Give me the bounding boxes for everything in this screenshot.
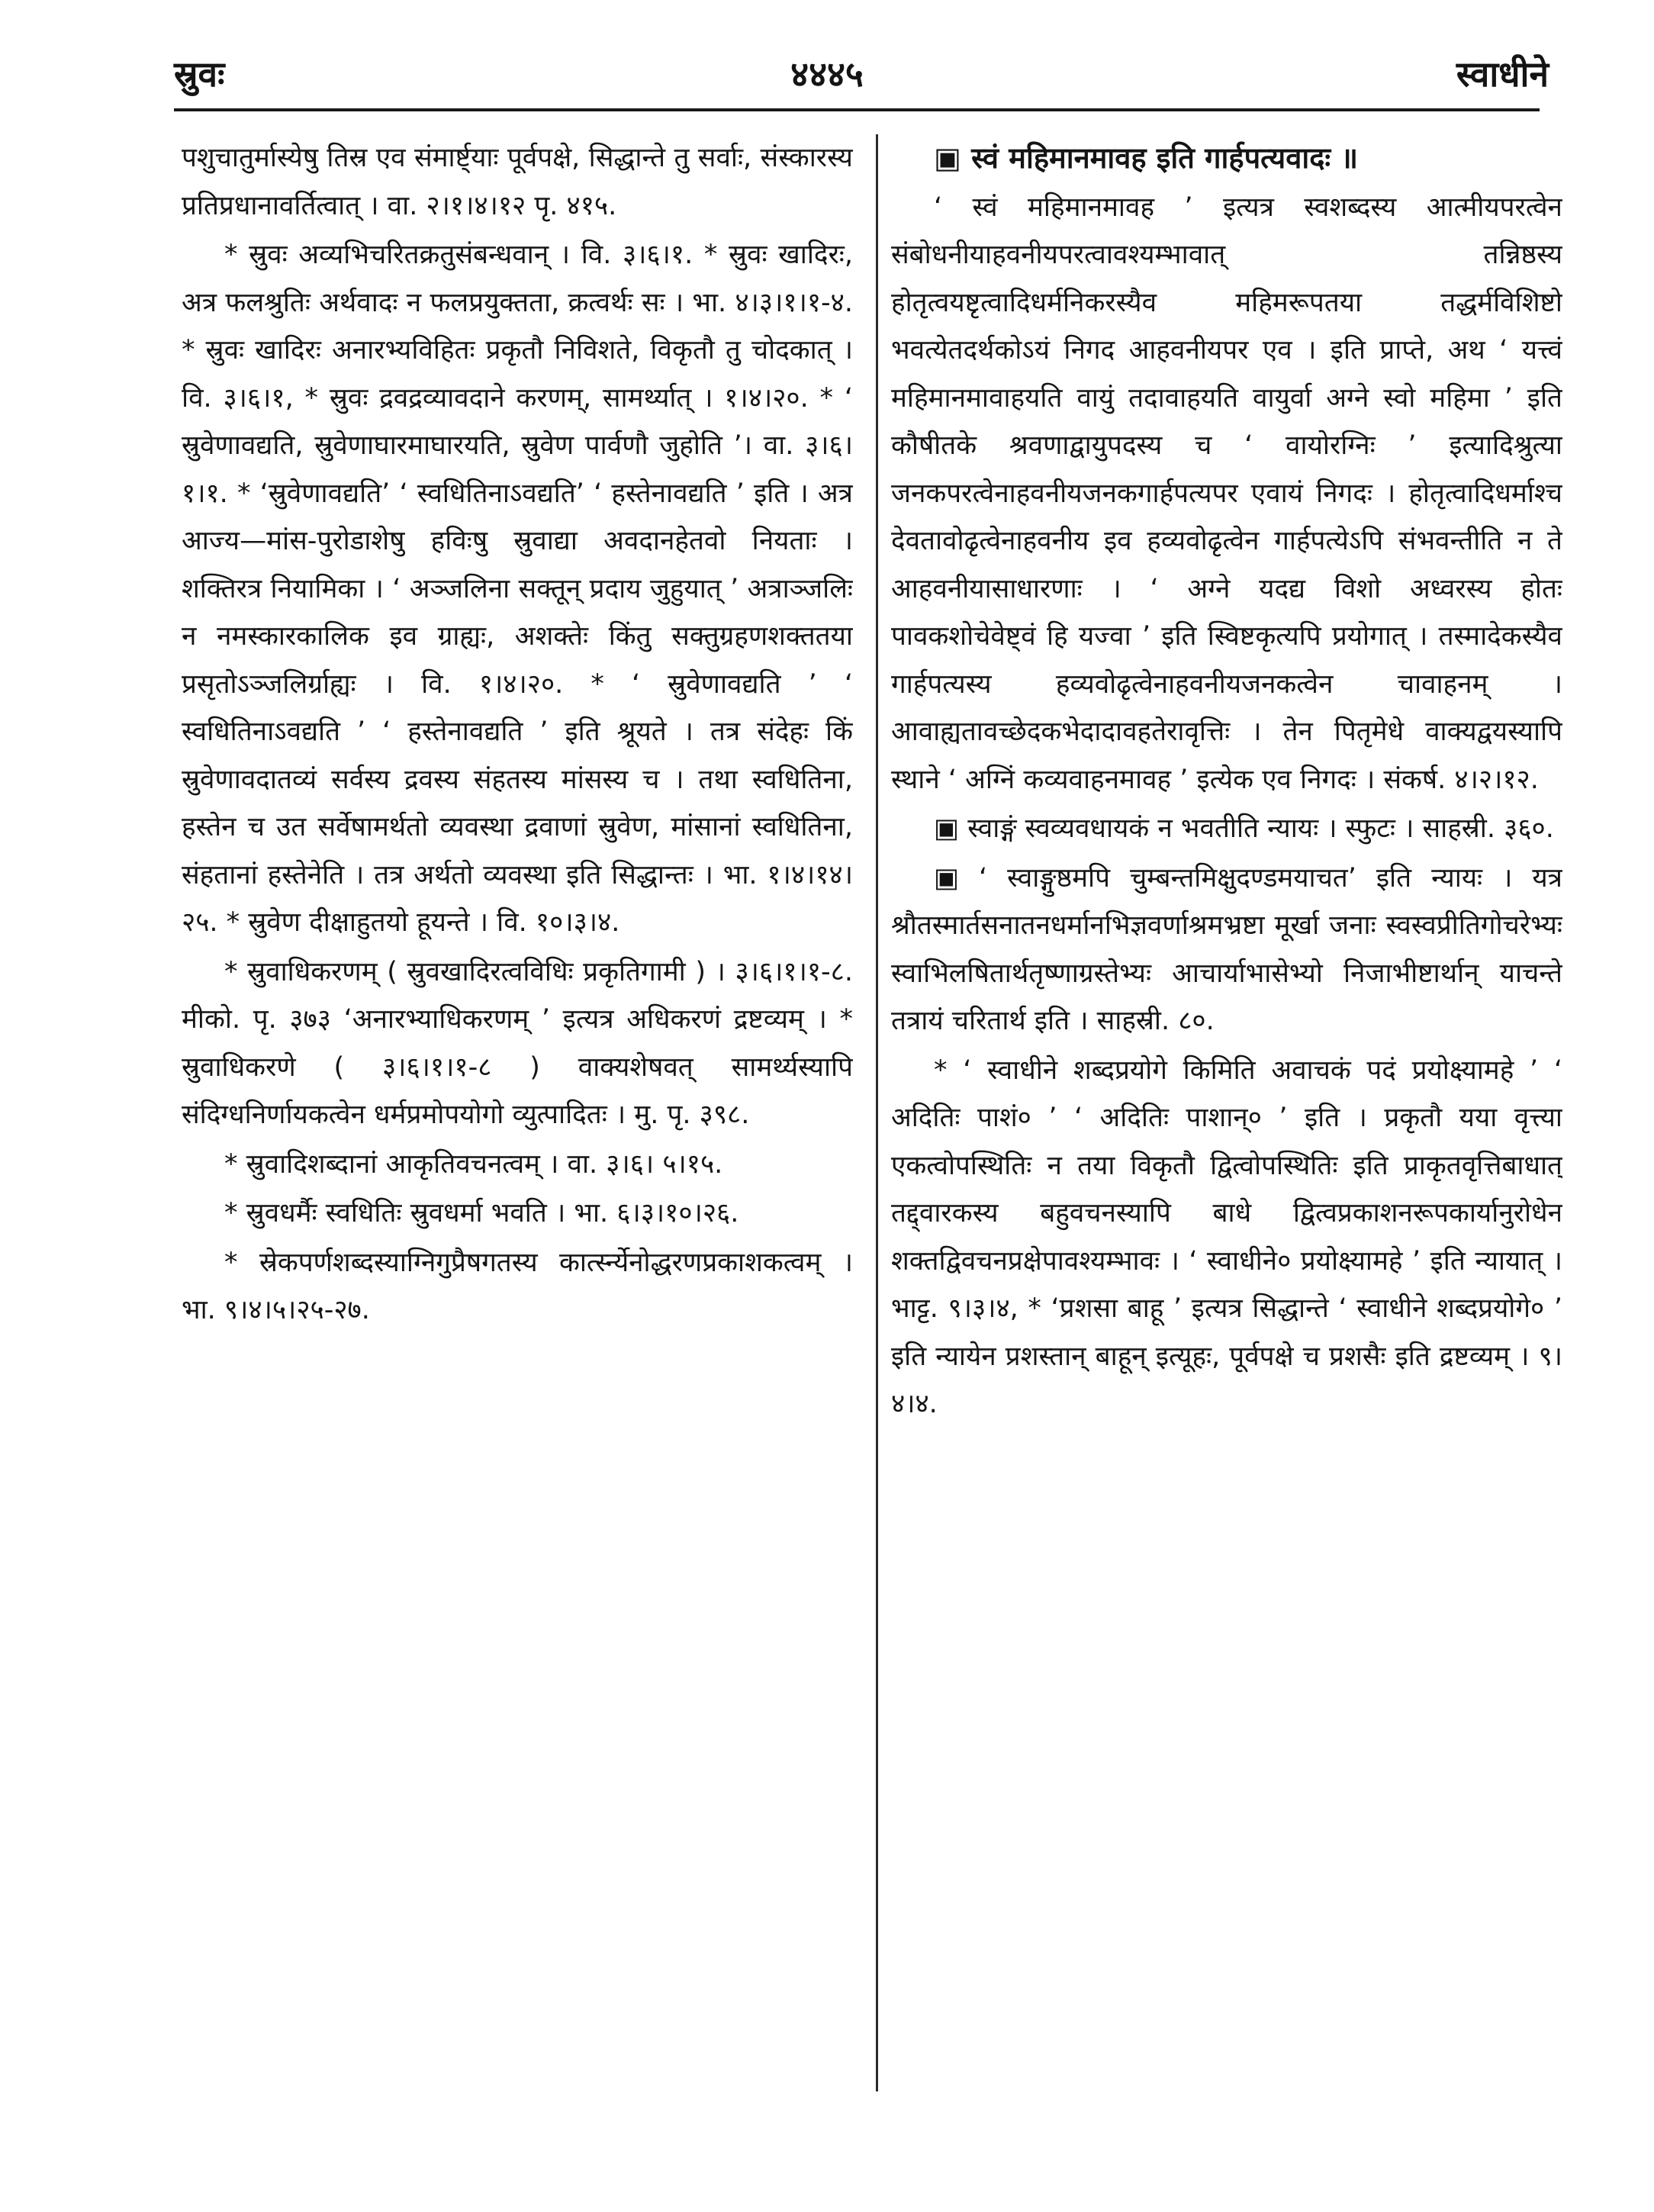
column-divider: [876, 134, 878, 2091]
entry-paragraph: * ‘ स्वाधीने शब्दप्रयोगे किमिति अवाचकं पदं प्रयोक्ष्यामहे ’ ‘ अदितिः पाशं० ’ ‘ अदितिः पाशान्० ’ इति । प्रकृतौ यया वृत्त्या एकत्वोपस्थितिः न तया विकृतौ द्वित्वोपस्थितिः इति प्राकृतवृत्तिबाधात् तद्द्वारकस्य बहुवचनस्यापि बाधे द्वित्वप्रकाशनरूपकार्यानुरोधेन शक्तद्विवचनप्रक्षेपावश्यम्भावः । ‘ स्वाधीने० प्रयोक्ष्यामहे ’ इति न्यायात् । भाट्ट. ९।३।४, * ‘प्रशसा बाहू ’ इत्यत्र सिद्धान्ते ‘ स्वाधीने शब्दप्रयोगे० ’ इति न्यायेन प्रशस्तान् बाहून् इत्यूहः, पूर्वपक्षे च प्रशसैः इति द्रष्टव्यम् । ९।४।४.: [891, 1054, 1562, 1419]
left-column: [182, 134, 853, 2088]
entry-paragraph: ‘ स्वं महिमानमावह ’ इत्यत्र स्वशब्दस्य आत्मीयपरत्वेन संबोधनीयाहवनीयपरत्वावश्यम्भावात् तन्निष्ठस्य होतृत्वयष्टृत्वादिधर्मनिकरस्यैव महिमरूपतया तद्धर्मविशिष्टो भवत्येतदर्थकोऽयं निगद आहवनीयपर एव । इति प्राप्ते, अथ ‘ यत्त्वं महिमानमावाहयति वायुं तदावाहयति वायुर्वा अग्ने स्वो महिमा ’ इति कौषीतके श्रवणाद्वायुपदस्य च ‘ वायोरग्निः ’ इत्यादिश्रुत्या जनकपरत्वेनाहवनीयजनकगार्हपत्यपर एवायं निगदः । होतृत्वादिधर्माश्च देवतावोढृत्वेनाहवनीय इव हव्यवोढृत्वेन गार्हपत्येऽपि संभवन्तीति न ते आहवनीयासाधारणाः । ‘ अग्ने यदद्य विशो अध्वरस्य होतः पावकशोचेवेष्ट्वं हि यज्वा ’ इति स्विष्टकृत्यपि प्रयोगात् । तस्मादेकस्यैव गार्हपत्यस्य हव्यवोढृत्वेनाहवनीयजनकत्वेन चावाहनम् । आवाह्यतावच्छेदकभेदादावहतेरावृत्तिः । तेन पितृमेधे वाक्यद्वयस्यापि स्थाने ‘ अग्निं कव्यवाहनमावह ’ इत्येक एव निगदः । संकर्ष. ४।२।१२.: [891, 192, 1562, 795]
entry-heading: ▣ स्वं महिमानमावह इति गार्हपत्यवादः ॥: [934, 141, 1359, 175]
entry-paragraph: ▣ स्वाङ्गं स्वव्यवधायकं न भवतीति न्यायः । स्फुटः । साहस्री. ३६०.: [934, 813, 1554, 844]
entry-paragraph: पशुचातुर्मास्येषु तिस्र एव संमार्ष्ट्याः पूर्वपक्षे, सिद्धान्ते तु सर्वाः, संस्कारस्य प्रतिप्रधानावर्तित्वात् । वा. २।१।४।१२ पृ. ४१५.: [182, 143, 853, 221]
header-right-headword: स्वाधीने: [1456, 53, 1549, 95]
entry-paragraph: ▣ ‘ स्वाङ्गुष्ठमपि चुम्बन्तमिक्षुदण्डमयाचत’ इति न्यायः । यत्र श्रौतस्मार्तसनातनधर्मानभिज्ञवर्णाश्रमभ्रष्टा मूर्खा जनाः स्वस्वप्रीतिगोचरेभ्यः स्वाभिलषितार्थतृष्णाग्रस्तेभ्यः आचार्याभासेभ्यो निजाभीष्टार्थान् याचन्ते तत्रायं चरितार्थ इति । साहस्री. ८०.: [891, 862, 1562, 1036]
page-number: ४४४५: [790, 53, 864, 95]
entry-paragraph: * स्रुवादिशब्दानां आकृतिवचनत्वम् । वा. ३।६। ५।१५.: [224, 1148, 723, 1180]
header-rule: [174, 108, 1540, 111]
entry-paragraph: * स्रुवाधिकरणम् ( स्रुवखादिरत्वविधिः प्रकृतिगामी ) । ३।६।१।१-८. मीको. पृ. ३७३ ‘अनारभ्याधिकरणम् ’ इत्यत्र अधिकरणं द्रष्टव्यम् । * स्रुवाधिकरणे ( ३।६।१।१-८ ) वाक्यशेषवत् सामर्थ्यस्यापि संदिग्धनिर्णायकत्वेन धर्मप्रमोपयोगो व्युत्पादितः । मु. पृ. ३९८.: [182, 956, 853, 1130]
entry-paragraph: * स्रेकपर्णशब्दस्याग्निगुप्रैषगतस्य कार्त्स्न्येनोद्धरणप्रकाशकत्वम् । भा. ९।४।५।२५-२७.: [182, 1247, 853, 1325]
header-left-headword: स्रुवः: [174, 53, 225, 95]
page-header: [0, 47, 1654, 101]
entry-paragraph: * स्रुवः अव्यभिचरितक्रतुसंबन्धवान् । वि. ३।६।१. * स्रुवः खादिरः, अत्र फलश्रुतिः अर्थवादः न फलप्रयुक्तता, क्रत्वर्थः सः । भा. ४।३।१।१-४. * स्रुवः खादिरः अनारभ्यविहितः प्रकृतौ निविशते, विकृतौ तु चोदकात् । वि. ३।६।१, * स्रुवः द्रवद्रव्यावदाने करणम्, सामर्थ्यात् । १।४।२०. * ‘ स्रुवेणावद्यति, स्रुवेणाघारमाघारयति, स्रुवेण पार्वणौ जुहोति ’। वा. ३।६।१।१. * ‘स्रुवेणावद्यति’ ‘ स्वधितिनाऽवद्यति’ ‘ हस्तेनावद्यति ’ इति । अत्र आज्य—मांस-पुरोडाशेषु हविःषु स्रुवाद्या अवदानहेतवो नियताः । शक्तिरत्र नियामिका । ‘ अञ्जलिना सक्तून् प्रदाय जुहुयात् ’ अत्राञ्जलिः न नमस्कारकालिक इव ग्राह्यः, अशक्तेः किंतु सक्तुग्रहणशक्ततया प्रसृतोऽञ्जलिर्ग्राह्यः । वि. १।४।२०. * ‘ स्रुवेणावद्यति ’ ‘ स्वधितिनाऽवद्यति ’ ‘ हस्तेनावद्यति ’ इति श्रूयते । तत्र संदेहः किं स्रुवेणावदातव्यं सर्वस्य द्रवस्य संहतस्य मांसस्य च । तथा स्वधितिना, हस्तेन च उत सर्वेषामर्थतो व्यवस्था द्रवाणां स्रुवेण, मांसानां स्वधितिना, संहतानां हस्तेनेति । तत्र अर्थतो व्यवस्था इति सिद्धान्तः । भा. १।४।१४।२५. * स्रुवेण दीक्षाहुतयो हूयन्ते । वि. १०।३।४.: [182, 240, 853, 938]
right-column: [891, 134, 1562, 2088]
entry-paragraph: * स्रुवधर्मैः स्वधितिः स्रुवधर्मा भवति । भा. ६।३।१०।२६.: [224, 1198, 739, 1228]
